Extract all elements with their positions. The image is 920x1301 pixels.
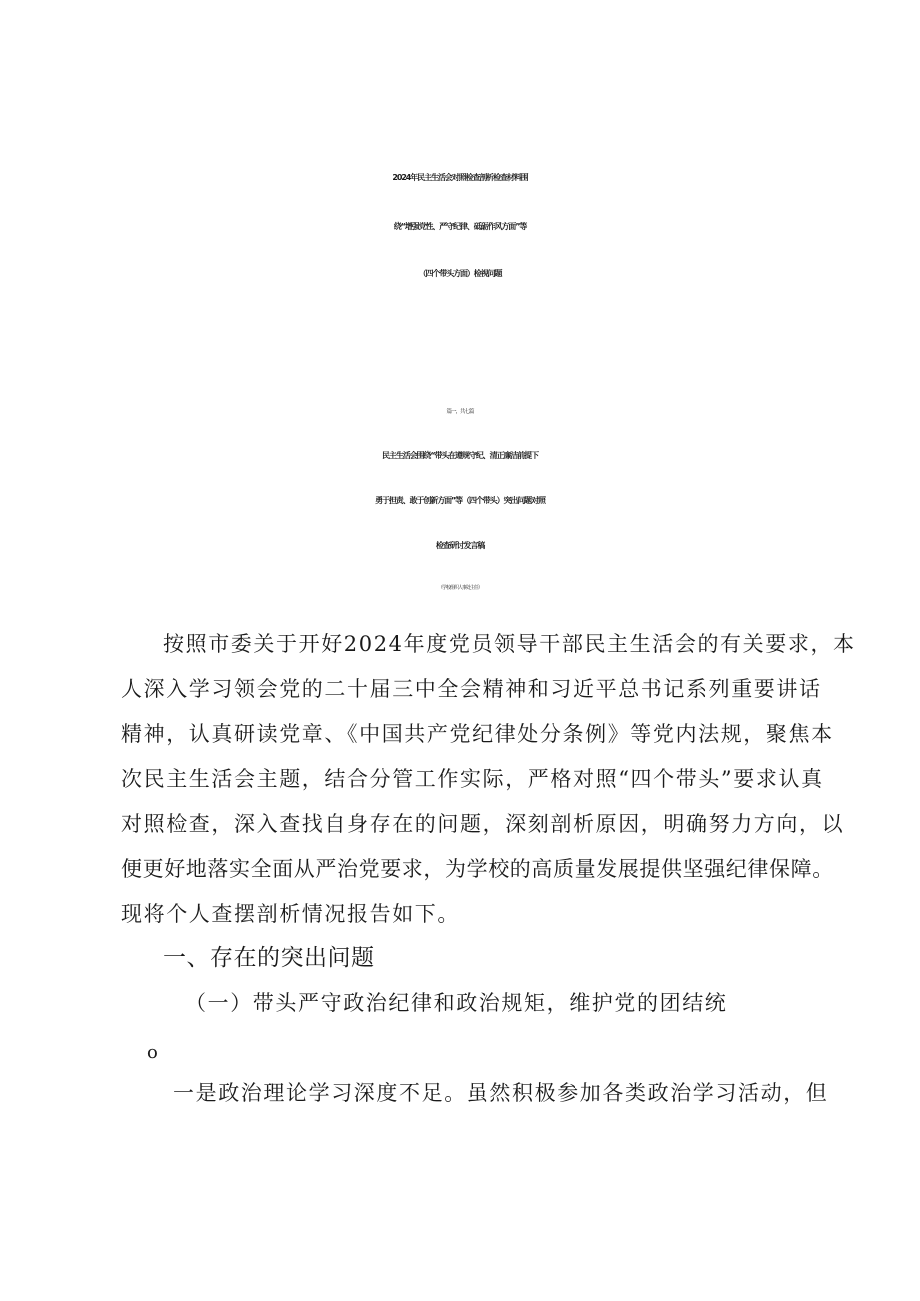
section-heading: 一、存在的突出问题 — [163, 945, 375, 971]
paragraph-line-6: 便更好地落实全面从严治党要求，为学校的高质量发展提供坚强纪律保障。 — [121, 857, 834, 881]
subsection-heading-tail: o — [147, 1042, 158, 1063]
part-label: 篇一，共七篇 — [446, 409, 474, 415]
paragraph-line-5: 对照检查，深入查找自身存在的问题，深刻剖析原因，明确努力方向，以 — [121, 812, 845, 836]
article-title-line-3: 检查研讨发言稿 — [435, 541, 485, 550]
paragraph-line-1: 按照市委关于开好2024年度党员领导干部民主生活会的有关要求，本 — [163, 632, 856, 656]
article-title-line-1: 民主生活会围绕“带头在遵规守纪、清正廉洁前提下 — [382, 451, 538, 460]
main-title-line-2: 绕“增强党性、严守纪律、砥砺作风方面”等 — [393, 222, 527, 231]
author-line: （学校组织人事处主任） — [437, 585, 482, 591]
paragraph-line-4: 次民主生活会主题，结合分管工作实际，严格对照“四个带头”要求认真 — [121, 767, 824, 791]
point-line-1: 一是政治理论学习深度不足。虽然积极参加各类政治学习活动，但 — [173, 1081, 829, 1105]
paragraph-line-3: 精神，认真研读党章、《中国共产党纪律处分条例》等党内法规，聚焦本 — [121, 722, 834, 746]
subsection-heading: （一）带头严守政治纪律和政治规矩，维护党的团结统 — [185, 991, 728, 1015]
main-title-line-1: 2024年民主生活会对照检查剖析检查材料围 — [392, 173, 528, 182]
paragraph-line-2: 人深入学习领会党的二十届三中全会精神和习近平总书记系列重要讲话 — [121, 677, 822, 701]
article-title-line-2: 勇于担责、敢于创新方面”等（四个带头）突出问题对照 — [375, 496, 545, 505]
paragraph-line-7: 现将个人查摆剖析情况报告如下。 — [121, 902, 460, 926]
main-title-line-3: （四个带头方面）检视问题 — [418, 269, 502, 278]
